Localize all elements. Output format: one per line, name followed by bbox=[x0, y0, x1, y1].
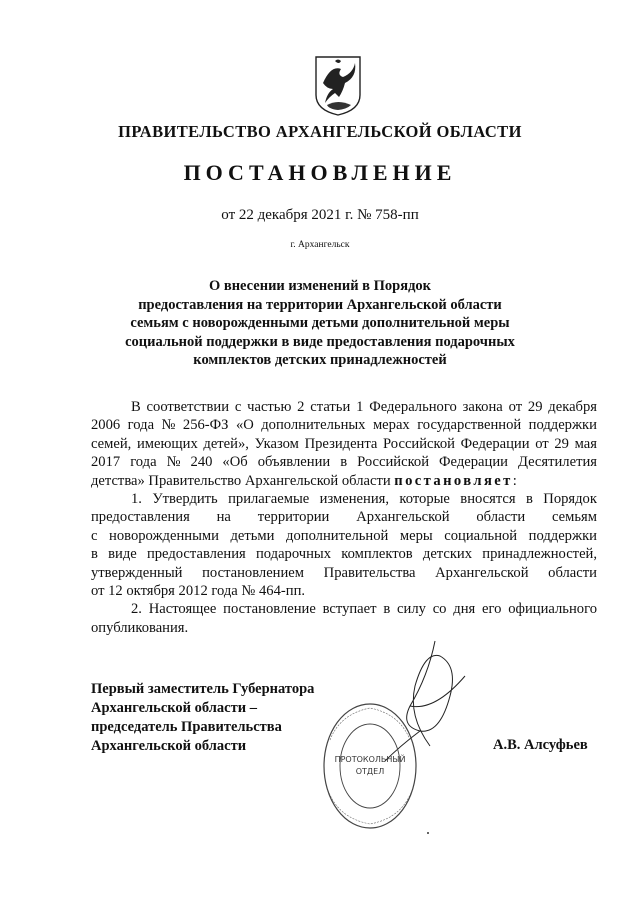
resolution-verb: постановляет bbox=[394, 472, 513, 489]
body-word: постановлением bbox=[202, 564, 305, 581]
body-word: 1. bbox=[131, 491, 142, 508]
body-word: частью bbox=[247, 399, 292, 415]
body-word: прилагаемые bbox=[228, 491, 310, 508]
body-word: комплектов bbox=[341, 546, 413, 563]
body-word: имеющих bbox=[136, 435, 198, 452]
body-word: которые bbox=[399, 491, 450, 508]
body-word: дня bbox=[453, 601, 476, 618]
body-word: постановление bbox=[223, 601, 316, 618]
body-word: его bbox=[482, 601, 502, 618]
body-word: детских bbox=[422, 546, 473, 563]
body-line: опубликования. bbox=[91, 619, 189, 636]
body-word: в bbox=[91, 546, 98, 563]
body-word: мерах bbox=[372, 417, 410, 434]
official-stamp bbox=[320, 700, 420, 832]
body-line: от 12 октября 2012 года № 464-пп. bbox=[91, 583, 306, 600]
body-word: года bbox=[130, 454, 157, 471]
body-word: с bbox=[91, 527, 98, 544]
body-word: Указом bbox=[254, 435, 299, 452]
body-word: на bbox=[216, 509, 231, 526]
body-word: со bbox=[432, 601, 447, 618]
body-word: в bbox=[525, 491, 533, 508]
body-word: Правительства bbox=[323, 564, 416, 581]
body-word: Архангельской bbox=[435, 564, 529, 581]
body-word: поддержки bbox=[528, 417, 597, 434]
position-line: председатель Правительства bbox=[91, 719, 282, 735]
body-word: в bbox=[340, 454, 348, 471]
body-word: новорожденными bbox=[109, 527, 219, 544]
body-word: декабря bbox=[548, 399, 597, 415]
body-word: изменения, bbox=[319, 491, 389, 508]
body-word: детьми bbox=[230, 527, 275, 544]
title-line: социальной поддержки в виде предоставления подарочных bbox=[125, 333, 515, 350]
body-word: меры bbox=[399, 527, 433, 544]
position-line: Первый заместитель Губернатора bbox=[91, 681, 315, 697]
body-line bbox=[91, 453, 597, 471]
signatory-name: А.В. Алсуфьев bbox=[493, 737, 588, 753]
title-line: О внесении изменений в Порядок bbox=[208, 278, 432, 294]
body-word: утвержденный bbox=[91, 564, 183, 581]
body-word: мая bbox=[574, 435, 597, 452]
body-word: официального bbox=[508, 601, 597, 618]
body-word: Российской bbox=[383, 435, 455, 452]
body-word: области bbox=[548, 564, 597, 581]
body-word: дополнительных bbox=[261, 417, 366, 434]
body-text: : bbox=[512, 472, 517, 489]
body-word: 2017 bbox=[91, 454, 121, 471]
body-word: подарочных bbox=[255, 546, 332, 563]
body-word: территории bbox=[257, 509, 330, 526]
body-line bbox=[91, 398, 597, 416]
body-line bbox=[91, 490, 597, 508]
body-word: закона bbox=[462, 399, 503, 415]
body-word: вступает bbox=[322, 601, 377, 618]
body-word: вносятся bbox=[460, 491, 516, 508]
body-line bbox=[91, 600, 597, 618]
signatory-position bbox=[91, 680, 314, 756]
body-word: 256-ФЗ bbox=[182, 417, 229, 434]
body-line bbox=[91, 416, 597, 434]
body-word: семей, bbox=[91, 435, 132, 452]
body-text: детства» Правительство Архангельской области bbox=[91, 472, 395, 489]
body-line bbox=[91, 508, 597, 526]
body-word: дополнительной bbox=[286, 527, 389, 544]
body-word: области bbox=[476, 509, 526, 526]
body-word: социальной bbox=[444, 527, 518, 544]
body-word: Настоящее bbox=[148, 601, 217, 618]
scan-speck bbox=[427, 832, 429, 834]
title-line: предоставления на территории Архангельской области bbox=[138, 296, 502, 313]
body-word: 240 bbox=[190, 454, 213, 471]
body-word: предоставления bbox=[146, 546, 246, 563]
body-word: Российской bbox=[357, 454, 430, 471]
document-type: ПОСТАНОВЛЕНИЕ bbox=[183, 160, 457, 185]
body-word: от bbox=[508, 399, 523, 415]
coat-of-arms-emblem bbox=[313, 55, 363, 117]
body-line bbox=[91, 564, 597, 582]
stamp-text: ОТДЕЛ bbox=[355, 767, 385, 776]
organization-name: ПРАВИТЕЛЬСТВО АРХАНГЕЛЬСКОЙ ОБЛАСТИ bbox=[118, 122, 522, 141]
body-word: от bbox=[535, 435, 549, 452]
body-word: 2 bbox=[297, 399, 305, 415]
body-line bbox=[91, 545, 597, 563]
body-word: Президента bbox=[304, 435, 378, 452]
body-word: Утвердить bbox=[152, 491, 218, 508]
document-date-number: от 22 декабря 2021 г. № 758-пп bbox=[221, 207, 419, 223]
body-word: Порядок bbox=[543, 491, 597, 508]
body-word: поддержки bbox=[528, 527, 597, 544]
body-word: принадлежностей, bbox=[482, 546, 597, 563]
title-line: комплектов детских принадлежностей bbox=[193, 352, 447, 368]
body-word: виде bbox=[108, 546, 137, 563]
body-word: детей», bbox=[203, 435, 249, 452]
body-word: статьи bbox=[310, 399, 351, 415]
body-line bbox=[91, 472, 597, 490]
document-body bbox=[91, 398, 597, 637]
body-word: 1 bbox=[356, 399, 364, 415]
body-word: 29 bbox=[554, 435, 569, 452]
body-word: объявлении bbox=[257, 454, 331, 471]
body-word: соответствии bbox=[146, 399, 230, 415]
body-word: «О bbox=[235, 417, 254, 434]
stamp-text: ПРОТОКОЛЬНЫЙ bbox=[334, 755, 406, 764]
body-word: Архангельской bbox=[356, 509, 450, 526]
body-word: Федерации bbox=[439, 454, 508, 471]
body-word: «Об bbox=[222, 454, 248, 471]
position-line: Архангельской области bbox=[91, 738, 247, 754]
body-word: Федерального bbox=[369, 399, 457, 415]
title-line: семьям с новорожденными детьми дополнительной меры bbox=[130, 315, 510, 331]
body-word: 2. bbox=[131, 601, 142, 618]
body-word: в bbox=[383, 601, 391, 618]
body-word: 2006 bbox=[91, 417, 121, 434]
body-word: № bbox=[161, 417, 176, 434]
body-word: силу bbox=[397, 601, 426, 618]
body-word: Десятилетия bbox=[517, 454, 597, 471]
body-word: № bbox=[166, 454, 181, 471]
body-word: года bbox=[127, 417, 155, 434]
document-title bbox=[80, 277, 560, 370]
body-word: 29 bbox=[527, 399, 543, 415]
body-line bbox=[91, 435, 597, 453]
body-line bbox=[91, 527, 597, 545]
body-word: с bbox=[234, 399, 242, 415]
body-word: предоставления bbox=[91, 509, 190, 526]
position-line: Архангельской области – bbox=[91, 700, 257, 716]
body-word: Федерации bbox=[460, 435, 530, 452]
body-word: семьям bbox=[551, 509, 597, 526]
document-city: г. Архангельск bbox=[290, 240, 350, 250]
body-word: В bbox=[131, 399, 141, 415]
body-word: государственной bbox=[417, 417, 522, 434]
